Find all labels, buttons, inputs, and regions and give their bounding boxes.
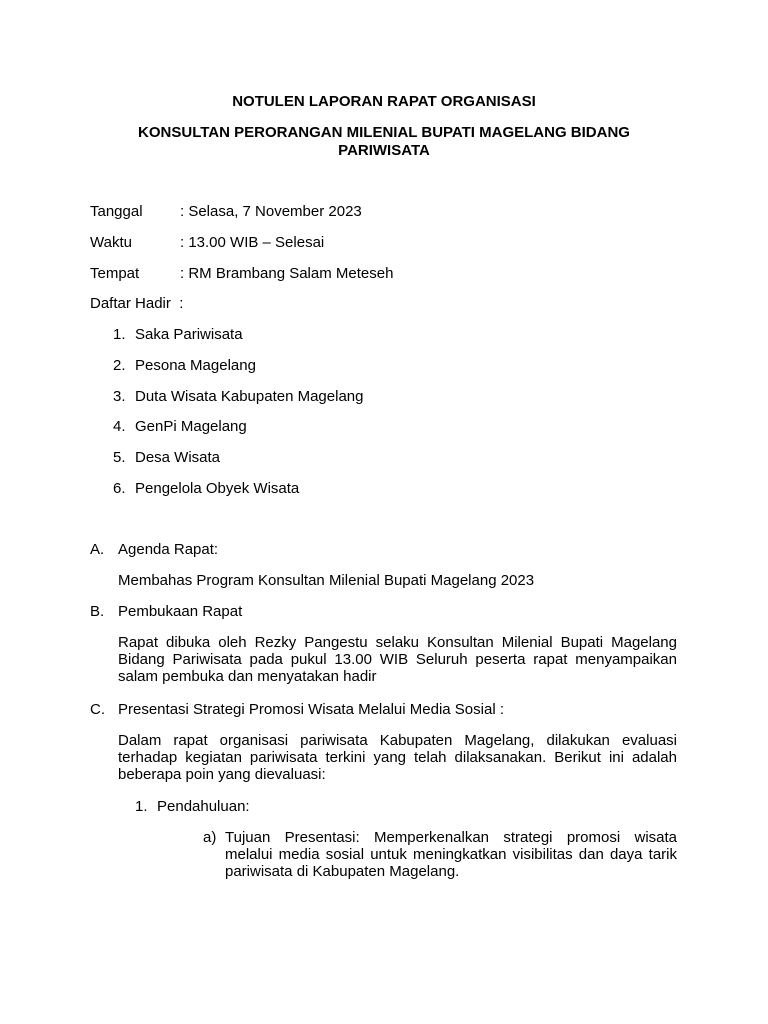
section-c-letter: C. <box>90 701 105 718</box>
section-a-title: Agenda Rapat: <box>118 541 219 558</box>
attendee-number: 4. <box>113 418 126 435</box>
attendee-name: Pengelola Obyek Wisata <box>135 480 300 497</box>
section-c-item-text: Tujuan Presentasi: Memperkenalkan strategi promosi wisata melalui media sosial untuk meningkatkan visibilitas dan daya tarik pariwisata di Kabupaten Magelang. <box>225 829 677 880</box>
section-c-sub-number: 1. <box>135 798 148 815</box>
waktu-label: Waktu <box>90 234 132 251</box>
attendee-number: 6. <box>113 480 126 497</box>
section-c-title: Presentasi Strategi Promosi Wisata Melalui Media Sosial : <box>118 701 504 718</box>
tanggal-value: : Selasa, 7 November 2023 <box>180 203 362 220</box>
attendee-name: GenPi Magelang <box>135 418 247 435</box>
section-c-item-letter: a) <box>203 829 217 846</box>
waktu-value: : 13.00 WIB – Selesai <box>180 234 325 251</box>
tempat-value: : RM Brambang Salam Meteseh <box>180 265 394 282</box>
attendee-number: 5. <box>113 449 126 466</box>
attendee-name: Saka Pariwisata <box>135 326 243 343</box>
attendee-number: 1. <box>113 326 126 343</box>
tempat-label: Tempat <box>90 265 140 282</box>
attendee-number: 3. <box>113 388 126 405</box>
section-a-letter: A. <box>90 541 105 558</box>
daftar-hadir-label: Daftar Hadir : <box>90 295 184 312</box>
section-b-letter: B. <box>90 603 105 620</box>
attendee-name: Pesona Magelang <box>135 357 256 374</box>
attendee-name: Desa Wisata <box>135 449 221 466</box>
document-subtitle: KONSULTAN PERORANGAN MILENIAL BUPATI MAGELANG BIDANG PARIWISATA <box>138 124 630 159</box>
section-b-title: Pembukaan Rapat <box>118 603 243 620</box>
tanggal-label: Tanggal <box>90 203 143 220</box>
attendee-name: Duta Wisata Kabupaten Magelang <box>135 388 364 405</box>
section-c-sub-title: Pendahuluan: <box>157 798 250 815</box>
section-b-body: Rapat dibuka oleh Rezky Pangestu selaku Konsultan Milenial Bupati Magelang Bidang Pariwisata pada pukul 13.00 WIB Seluruh peserta rapat menyampaikan salam pembuka dan menyatakan hadir <box>118 634 677 685</box>
section-a-body: Membahas Program Konsultan Milenial Bupati Magelang 2023 <box>118 572 535 589</box>
attendee-number: 2. <box>113 357 126 374</box>
section-c-body: Dalam rapat organisasi pariwisata Kabupaten Magelang, dilakukan evaluasi terhadap kegiatan pariwisata terkini yang telah dilaksanakan. Berikut ini adalah beberapa poin yang dievaluasi: <box>118 732 677 783</box>
document-title: NOTULEN LAPORAN RAPAT ORGANISASI <box>232 93 536 110</box>
